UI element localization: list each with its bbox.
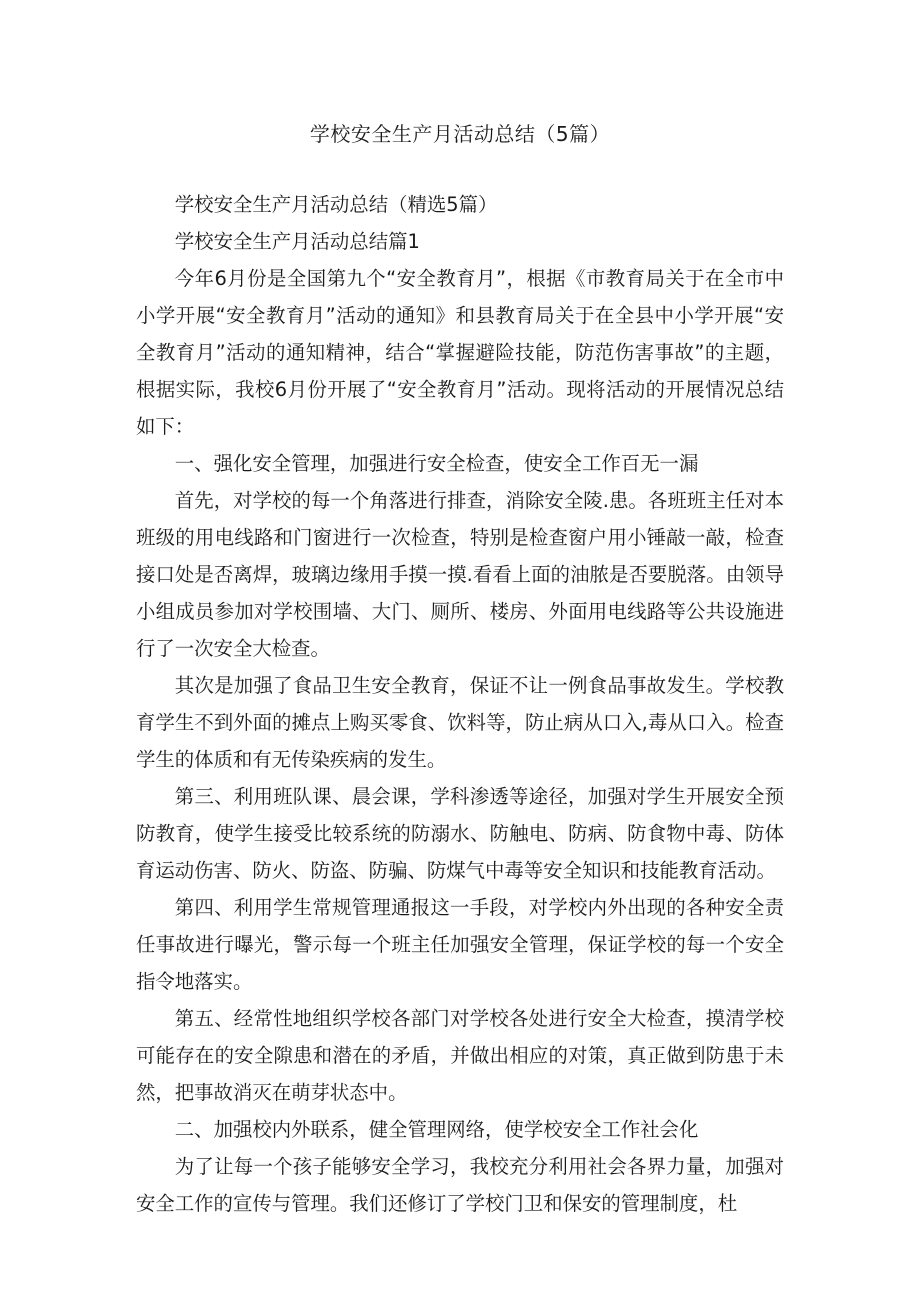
body-paragraph: 为了让每一个孩子能够安全学习，我校充分利用社会各界力量，加强对安全工作的宣传与管理。我们还修订了学校门卫和保安的管理制度，杜 [136, 1155, 784, 1215]
body-paragraph: 今年6月份是全国第九个“安全教育月”，根据《市教育局关于在全市中小学开展“安全教育月”活动的通知》和县教育局关于在全县中小学开展“安全教育月”活动的通知精神，结合“掌握避险技能，防范伤害事故”的主题，根据实际，我校6月份开展了“安全教育月”活动。现将活动的开展情况总结如下： [136, 267, 784, 438]
body-paragraph: 第五、经常性地组织学校各部门对学校各处进行安全大检查，摸清学校可能存在的安全隙患和潜在的矛盾，并做出相应的对策，真正做到防患于未然，把事故消灭在萌芽状态中。 [136, 1007, 784, 1104]
body-paragraph: 其次是加强了食品卫生安全教育，保证不让一例食品事故发生。学校教育学生不到外面的摊点上购买零食、饮料等，防止病从口入,毒从口入。检查学生的体质和有无传染疾病的发生。 [136, 674, 784, 771]
body-paragraph: 第三、利用班队课、晨会课，学科渗透等途径，加强对学生开展安全预防教育，使学生接受比较系统的防溺水、防触电、防病、防食物中毒、防体育运动伤害、防火、防盗、防骗、防煤气中毒等安全知识和技能教育活动。 [136, 785, 784, 882]
subtitle-paragraph: 学校安全生产月活动总结（精选5篇） [174, 193, 498, 216]
document-title: 学校安全生产月活动总结（5篇） [309, 122, 611, 146]
section-heading: 学校安全生产月活动总结篇1 [174, 230, 420, 253]
section-heading: 一、强化安全管理，加强进行安全检查，使安全工作百无一漏 [174, 452, 699, 475]
body-paragraph: 首先，对学校的每一个角落进行排查，消除安全陵.患。各班班主任对本班级的用电线路和门窗进行一次检查，特别是检查窗户用小锤敲一敲，检查接口处是否离焊，玻璃边缘用手摸一摸.看看上面的油脓是否要脱落。由领导小组成员参加对学校围墙、大门、厕所、楼房、外面用电线路等公共设施进行了一次安全大检查。 [136, 489, 784, 660]
section-heading: 二、加强校内外联系，健全管理网络，使学校安全工作社会化 [174, 1118, 699, 1141]
document-body [136, 186, 784, 1222]
body-paragraph: 第四、利用学生常规管理通报这一手段，对学校内外出现的各种安全责任事故进行曝光，警示每一个班主任加强安全管理，保证学校的每一个安全指令地落实。 [136, 896, 784, 993]
